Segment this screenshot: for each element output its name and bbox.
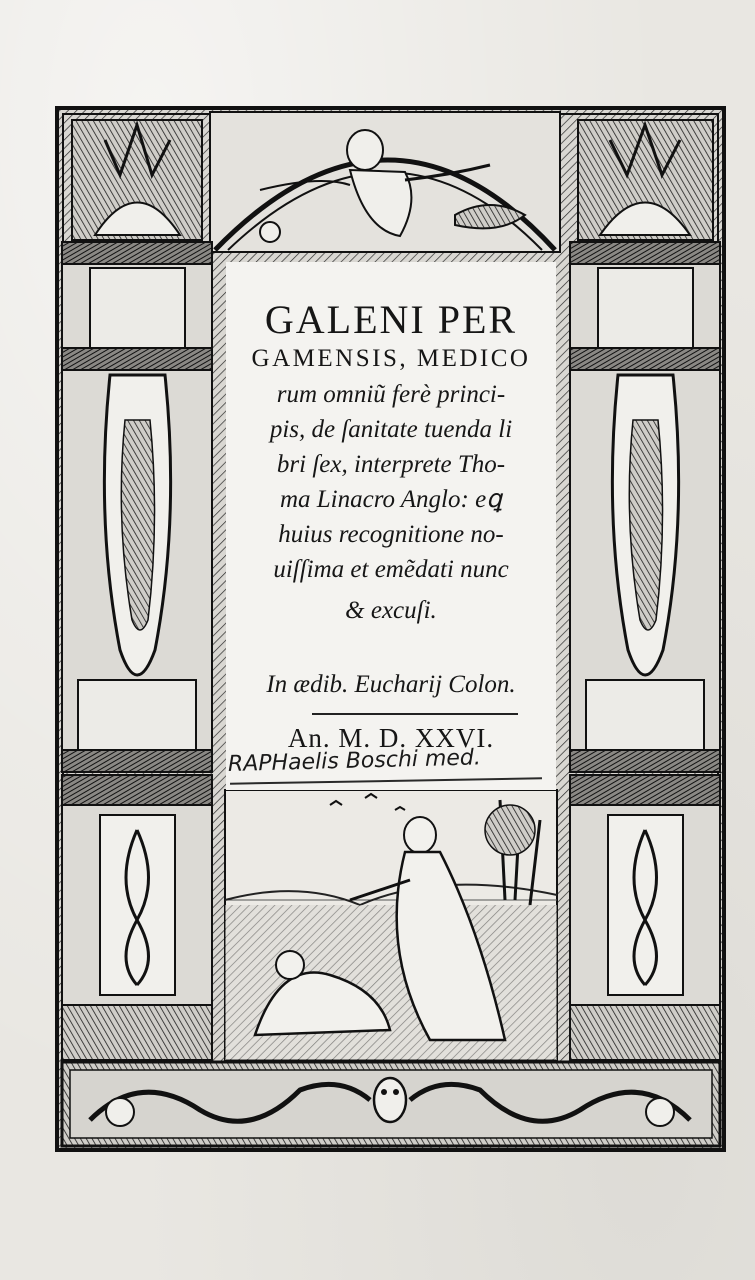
title-line-3: rum omniũ ferè princi- <box>276 381 506 408</box>
imprint-line: In ædib. Eucharij Colon. <box>266 671 516 698</box>
top-arch-scene <box>210 112 560 252</box>
imprint-rule <box>312 713 518 715</box>
title-line-1: GALENI PER <box>264 297 518 342</box>
title-line-4: pis, de ſanitate tuenda li <box>269 416 513 443</box>
title-line-2: GAMENSIS, MEDICO <box>251 345 531 372</box>
title-line-7: huius recognitione no- <box>278 521 504 548</box>
title-panel <box>226 262 556 790</box>
top-right-urn <box>578 120 713 240</box>
title-line-6: ma Linacro Anglo: eꝗ <box>279 486 503 513</box>
left-column <box>62 242 212 772</box>
title-line-9: & excuſi. <box>345 597 437 624</box>
bottom-frieze <box>62 1062 720 1146</box>
title-line-5: bri ſex, interprete Tho- <box>276 451 506 478</box>
lower-left-pilaster <box>62 775 212 1060</box>
lower-right-pilaster <box>570 775 720 1060</box>
lower-scene <box>225 790 557 1060</box>
handwritten-signature: RAPHaelis Boschi med. <box>227 745 482 777</box>
top-left-urn <box>72 120 202 240</box>
title-line-8: uiſſima et emẽdati nunc <box>273 556 509 583</box>
right-column <box>570 242 720 772</box>
publication-year: An. M. D. XXVI. <box>287 723 495 753</box>
